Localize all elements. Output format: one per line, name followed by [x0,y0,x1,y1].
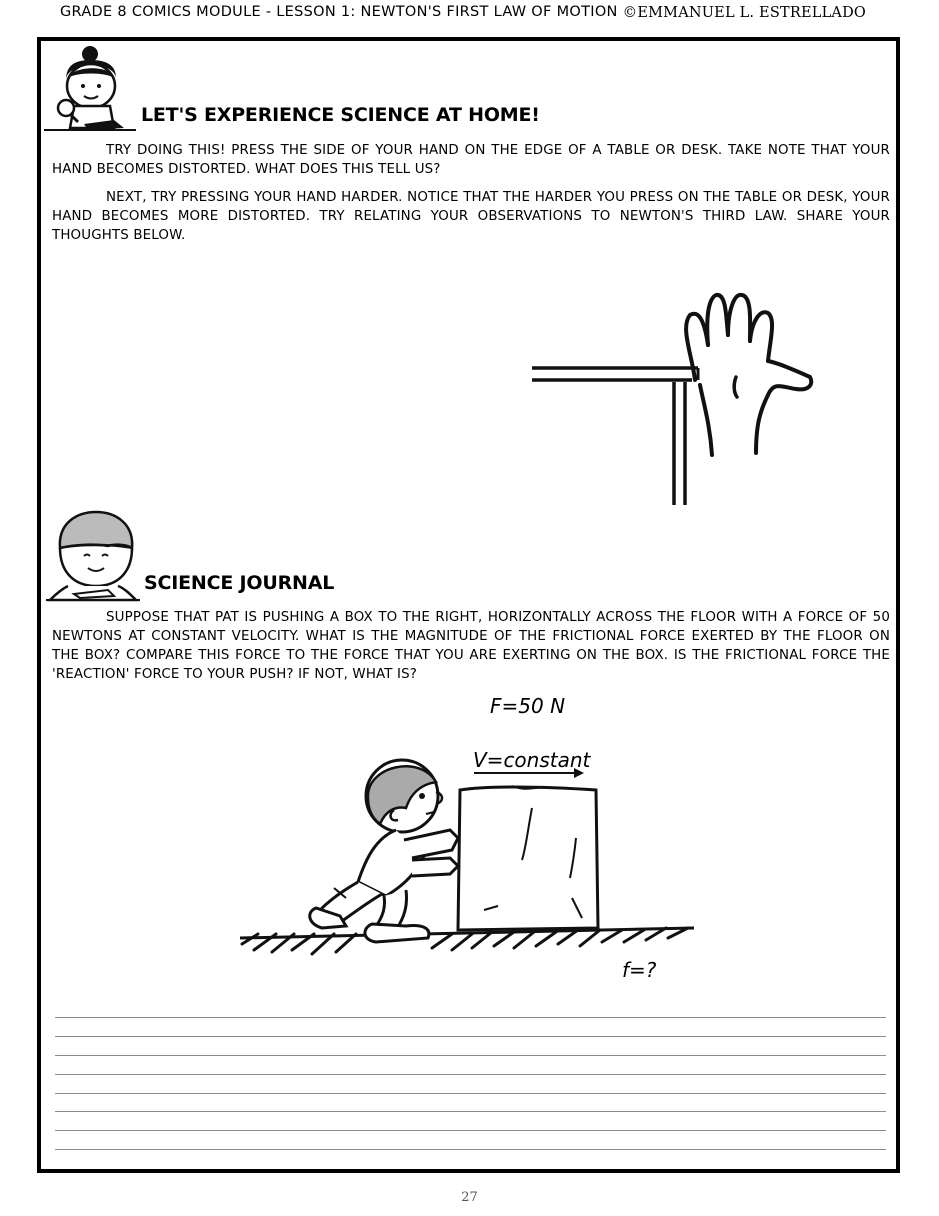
answer-line[interactable] [55,1074,886,1093]
answer-line[interactable] [55,1036,886,1055]
friction-label: f=? [622,958,657,982]
answer-line[interactable] [55,1055,886,1074]
section1-paragraph1 [52,141,890,179]
section2-paragraph-text: SUPPOSE THAT PAT IS PUSHING A BOX TO THE RIGHT, HORIZONTALLY ACROSS THE FLOOR WITH A FORCE OF 50 NEWTONS AT CONSTANT VELOCITY. WHAT IS THE MAGNITUDE OF THE FRICTIONAL FORCE EXERTED BY THE FLOOR ON THE BOX? COMPARE THIS FORCE TO THE FORCE THAT YOU ARE EXERTING ON THE BOX. IS THE FRICTIONAL FORCE THE 'REACTION' FORCE TO YOUR PUSH? IF NOT, WHAT IS? [52,610,890,682]
page-number: 27 [461,1190,478,1205]
header-title: GRADE 8 COMICS MODULE - LESSON 1: NEWTON'S FIRST LAW OF MOTION [60,4,618,20]
answer-line[interactable] [55,1093,886,1112]
boy-writing-illustration [44,508,144,603]
section1-title: LET'S EXPERIENCE SCIENCE AT HOME! [141,104,540,126]
header-copyright: ©EMMANUEL L. ESTRELLADO [622,5,866,21]
girl-with-magnifier-illustration [44,44,139,134]
section2-title: SCIENCE JOURNAL [144,572,335,594]
boy-pushing-box-illustration [236,768,698,963]
section1-paragraph1-text: TRY DOING THIS! PRESS THE SIDE OF YOUR HAND ON THE EDGE OF A TABLE OR DESK. TAKE NOTE THAT YOUR HAND BECOMES DISTORTED. WHAT DOES THIS TELL US? [52,143,890,177]
answer-line[interactable] [55,1017,886,1036]
section2-paragraph [52,608,890,684]
answer-line[interactable] [55,1130,886,1149]
section1-paragraph2 [52,188,890,245]
answer-lines[interactable] [55,1017,886,1168]
answer-line[interactable] [55,1149,886,1168]
section1-paragraph2-text: NEXT, TRY PRESSING YOUR HAND HARDER. NOTICE THAT THE HARDER YOU PRESS ON THE TABLE OR DESK, YOUR HAND BECOMES MORE DISTORTED. TRY RELATING YOUR OBSERVATIONS TO NEWTON'S THIRD LAW. SHARE YOUR THOUGHTS BELOW. [52,190,890,243]
velocity-label: V=constant [473,748,591,772]
force-label: F=50 N [490,694,566,718]
page-header [60,4,880,26]
hand-on-table-illustration [530,285,820,510]
answer-line[interactable] [55,1111,886,1130]
